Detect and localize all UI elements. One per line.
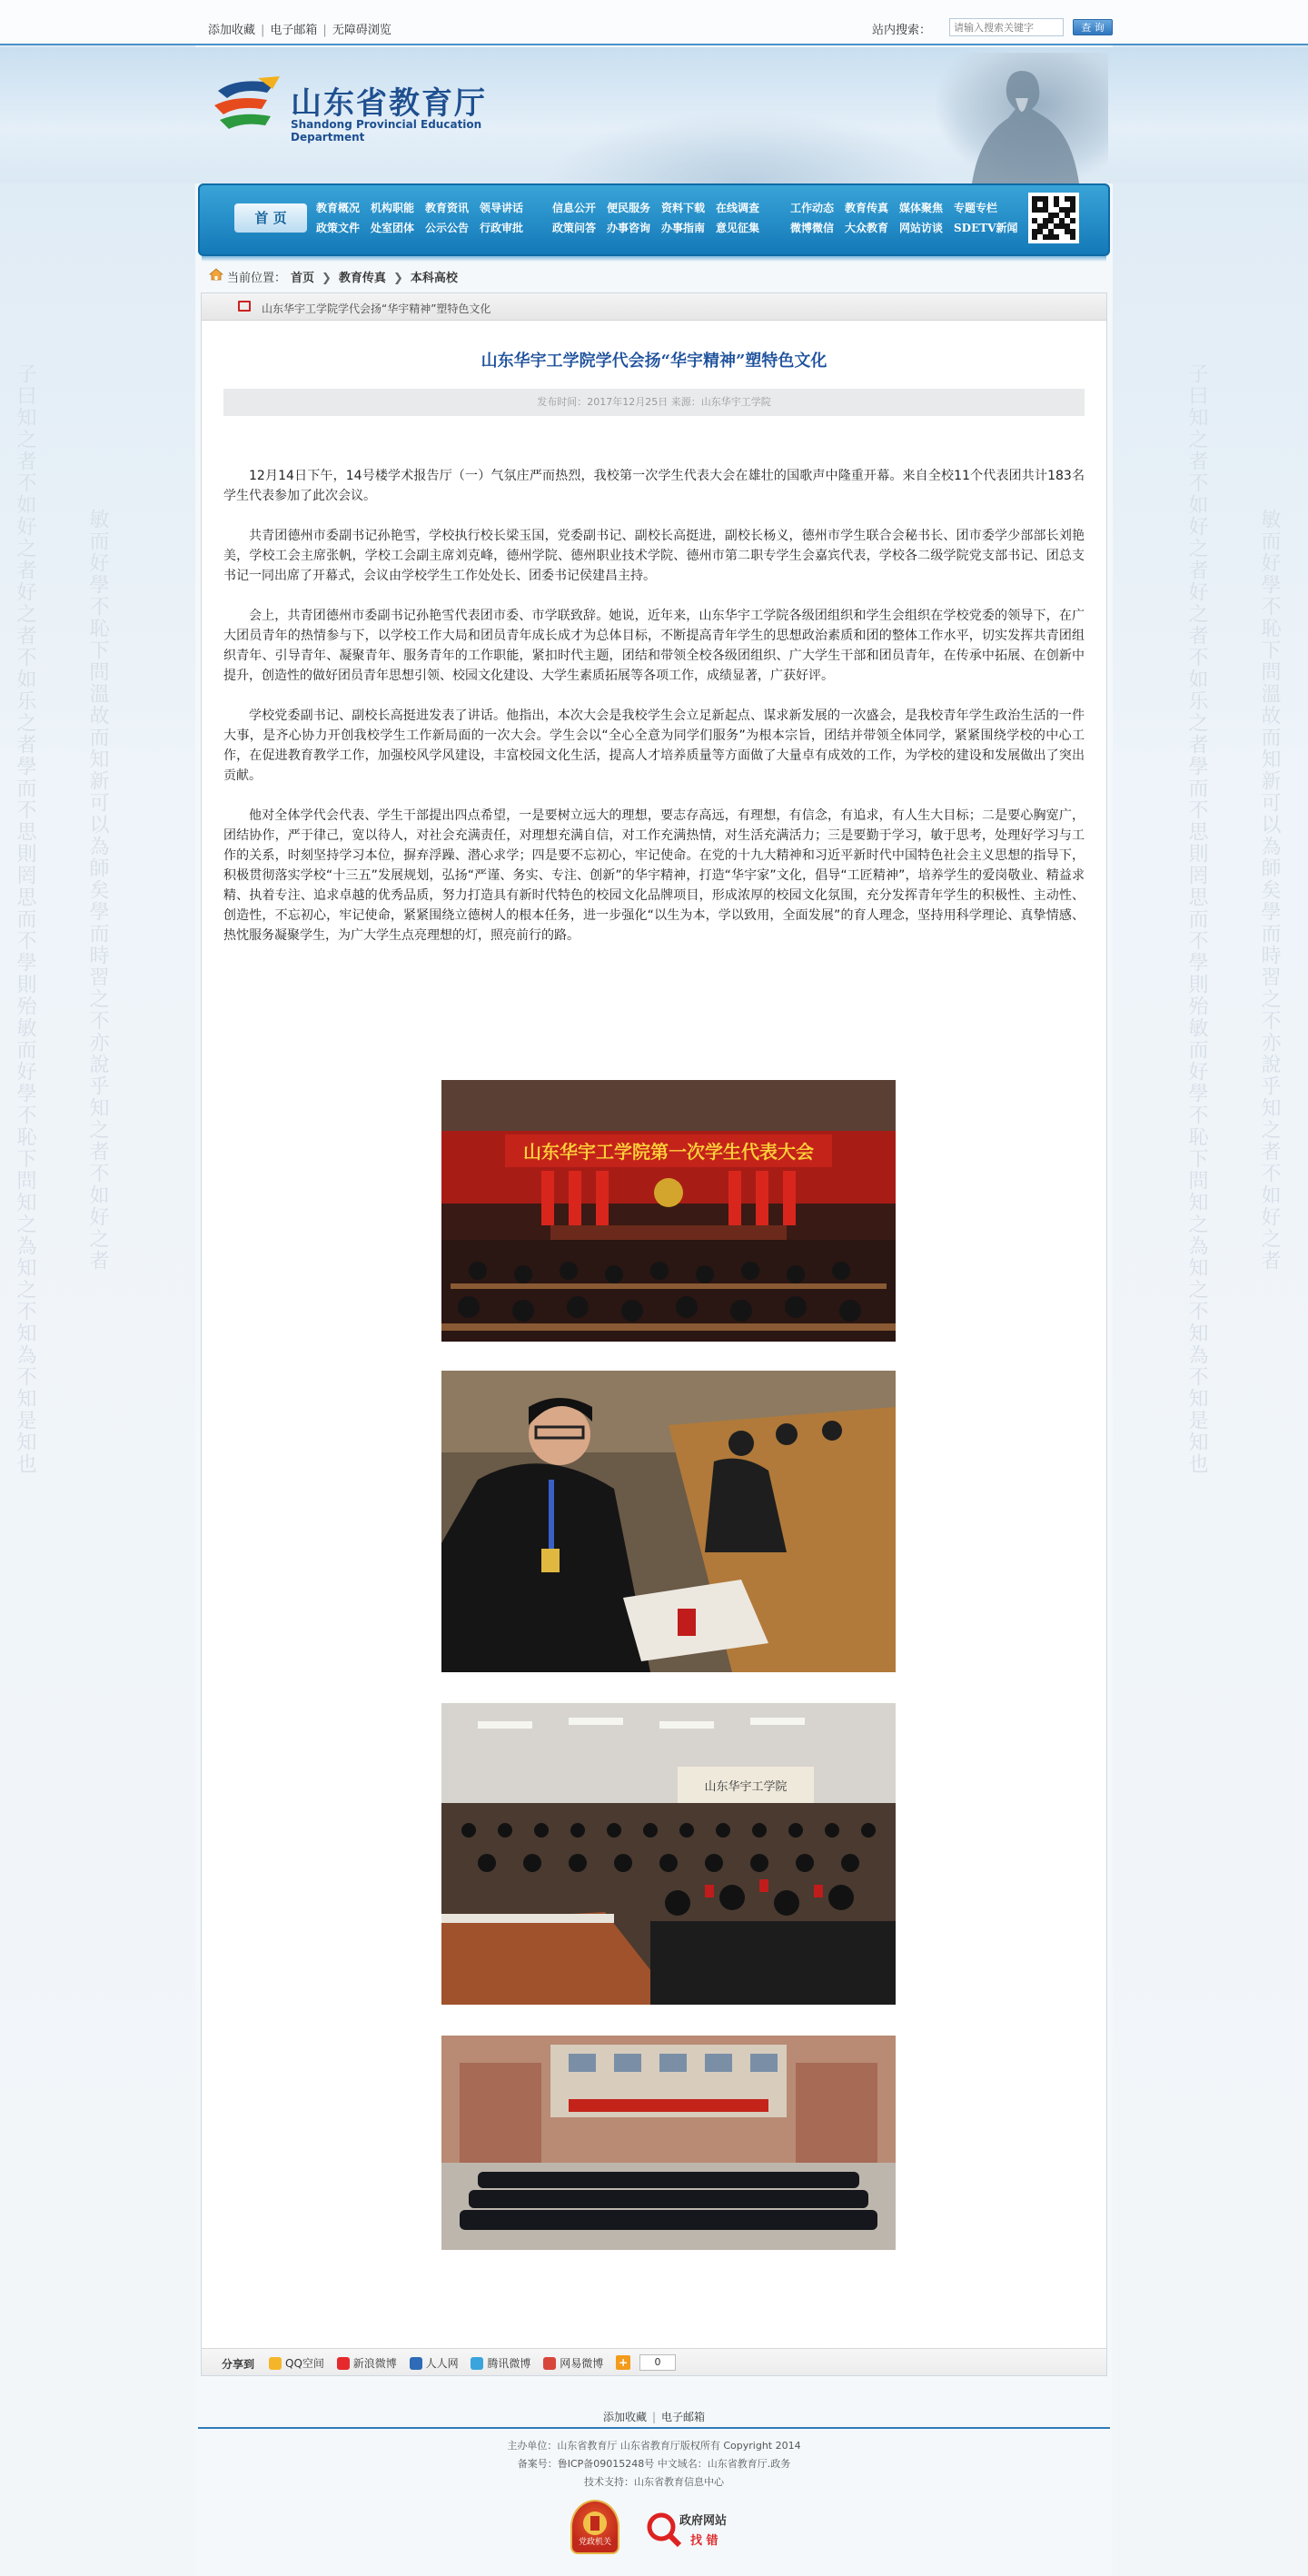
nav-item-overview[interactable]: 教育概况	[316, 202, 361, 214]
article-title: 山东华宇工学院学代会扬“华宇精神”塑特色文化	[481, 352, 827, 371]
sina-weibo-icon	[337, 2357, 350, 2370]
footer-email-link[interactable]: 电子邮箱	[661, 2411, 706, 2423]
nav-item-guide[interactable]: 办事指南	[661, 222, 706, 234]
add-favorite-link[interactable]: 添加收藏	[208, 24, 256, 37]
nav-item-news[interactable]: 教育资讯	[425, 202, 470, 214]
nav-item-downloads[interactable]: 资料下载	[661, 202, 706, 214]
mountain-decoration	[545, 111, 945, 183]
site-footer	[198, 2398, 1110, 2576]
breadcrumb	[207, 263, 1106, 289]
article-paragraph: 会上，共青团德州市委副书记孙艳雪代表团市委、市学联致辞。她说，近年来，山东华宇工学院各级团组织和学生会组织在学校党委的领导下，在广大团员青年的热情参与下，以学校工作大局和团员青年成长成才为总体目标，不断提高青年学生的思想政治素质和团的整体工作水平，切实发挥共青团组织青年、引导青年、凝聚青年、服务青年的工作职能，紧扣时代主题，团结和带领全校各级团组织、广大学生干部和团员青年，在传承中拓展、在创新中提升，创造性的做好团员青年思想引领、校园文化建设、大学生素质拓展等各项工作，成绩显著，广获好评。	[223, 609, 1085, 683]
share-qzone-button[interactable]: QQ空间	[269, 2355, 324, 2371]
nav-item-opinions[interactable]: 意见征集	[716, 222, 760, 234]
article-meta: 发布时间：2017年12月25日 来源：山东华宇工学院	[223, 389, 1085, 416]
main-nav	[198, 183, 1110, 256]
find-error-text: 找 错	[690, 2534, 718, 2548]
footer-add-favorite-link[interactable]: 添加收藏	[602, 2411, 647, 2423]
article-paragraph: 学校党委副书记、副校长高挺进发表了讲话。他指出，本次大会是我校学生会立足新起点、谋求新发展的一次盛会，是我校青年学生政治生活的一件大事，是齐心协力开创我校学生工作新局面的一次大会。学生会以“全心全意为同学们服务”为根本宗旨，团结并带领全体同学，紧紧围绕学校的中心工作，在促进教育教学工作，加强校风学风建设，丰富校园文化生活，提高人才培养质量等方面做了大量卓有成效的工作，为学校的建设和发展做出了突出贡献。	[223, 708, 1085, 783]
gov-site-error-report-badge[interactable]	[643, 2505, 743, 2552]
footer-badges	[570, 2500, 752, 2563]
footer-icp: 备案号：鲁ICP备09015248号 中文域名：山东省教育厅.政务	[517, 2458, 791, 2470]
qr-code-icon	[1028, 193, 1079, 243]
article-paragraph: 共青团德州市委副书记孙艳雪，学校执行校长梁玉国，党委副书记、副校长高挺进，副校长杨义，德州市学生联合会秘书长、团市委学少部部长刘艳美，学校工会主席张帆，学校工会副主席刘克峰，德州学院、德州职业技术学院、德州市第二职专学生会嘉宾代表，学校各二级学院党支部书记、团总支书记一同出席了开幕式，会议由学校学生工作处处长、团委书记侯建昌主持。	[223, 529, 1085, 583]
calligraphy-decoration-right-2: 敏而好學不恥下問溫故而知新可以為師矣學而時習之不亦說乎知之者不如好之者	[1258, 509, 1281, 1272]
nav-item-survey[interactable]: 在线调查	[716, 202, 760, 214]
photo-group	[441, 2036, 896, 2250]
top-links: 添加收藏 | 电子邮箱 | 无障碍浏览	[208, 24, 391, 37]
footer-tech-support: 技术支持：山东省教育信息中心	[584, 2476, 724, 2488]
calligraphy-decoration-left: 子曰知之者不如好之者好之者不如乐之者學而不思則罔思而不學則殆敏而好學不恥下問知之為知之不知為不知是知也	[14, 363, 36, 1475]
nav-item-qa[interactable]: 政策问答	[552, 222, 597, 234]
renren-icon	[410, 2357, 422, 2370]
logo-emblem-icon	[211, 73, 287, 136]
search-label: 站内搜索：	[871, 24, 931, 37]
site-name-en: Shandong Provincial Education Department	[291, 118, 482, 144]
article-tab-title: 山东华宇工学院学代会扬“华宇精神”塑特色文化	[262, 302, 491, 315]
photo-student-signing	[441, 1371, 896, 1672]
nav-item-media[interactable]: 媒体聚焦	[899, 202, 944, 214]
banner-text: 山东华宇工学院第一次学生代表大会	[523, 1141, 814, 1163]
nav-shadow	[202, 256, 1106, 262]
footer-links: 添加收藏 | 电子邮箱	[602, 2411, 706, 2423]
article-body	[223, 466, 1085, 966]
breadcrumb-undergrad-link[interactable]: 本科高校	[410, 272, 458, 285]
nav-item-work-news[interactable]: 工作动态	[790, 202, 835, 214]
share-sina-weibo-button[interactable]: 新浪微博	[337, 2355, 397, 2371]
email-link[interactable]: 电子邮箱	[270, 24, 318, 37]
gov-site-text: 政府网站	[679, 2514, 728, 2528]
nav-item-sdetv[interactable]: SDETV新闻	[954, 222, 1018, 234]
nav-item-disclosure[interactable]: 信息公开	[552, 202, 597, 214]
chevron-right-icon: ❯	[322, 272, 332, 285]
share-label: 分享到	[222, 2358, 255, 2371]
nav-item-approval[interactable]: 行政审批	[480, 222, 524, 234]
nav-item-topics[interactable]: 专题专栏	[954, 202, 998, 214]
share-netease-weibo-button[interactable]: 网易微博	[543, 2355, 603, 2371]
document-icon	[238, 301, 251, 312]
breadcrumb-home-link[interactable]: 首页	[291, 272, 315, 285]
search-input[interactable]	[949, 18, 1064, 36]
nav-item-notices[interactable]: 公示公告	[425, 222, 470, 234]
nav-item-offices[interactable]: 处室团体	[371, 222, 415, 234]
footer-sponsor: 主办单位：山东省教育厅 山东省教育厅版权所有 Copyright 2014	[507, 2440, 801, 2452]
nav-item-speeches[interactable]: 领导讲话	[480, 202, 524, 214]
nav-item-public-edu[interactable]: 大众教育	[845, 222, 889, 234]
site-name-cn: 山东省教育厅	[291, 85, 487, 122]
nav-item-consult[interactable]: 办事咨询	[607, 222, 651, 234]
article-box	[201, 292, 1107, 2376]
article-tab-bar	[202, 293, 1106, 321]
nav-item-weibo[interactable]: 微博微信	[790, 222, 835, 234]
article-paragraph: 他对全体学代会代表、学生干部提出四点希望，一是要树立远大的理想，要志存高远，有理想，有信念，有追求，有人生大目标；二是要心胸宽广，团结协作，严于律己，宽以待人，对社会充满责任，对理想充满自信，对工作充满热情，对生活充满活力；三是要勤于学习，敏于思考，处理好学习与工作的关系，时刻坚持学习本位，摒弃浮躁、潜心求学；四是要不忘初心，牢记使命。在党的十九大精神和习近平新时代中国特色社会主义思想的指导下，积极贯彻落实学校“十三五”发展规划，弘扬“严谨、务实、专注、创新”的华宇精神，打造“华宇家”文化，倡导“工匠精神”，培养学生的爱岗敬业、精益求精、执着专注、追求卓越的优秀品质，努力打造具有新时代特色的校园文化品牌项目，形成浓厚的校园文化氛围，充分发挥青年学生的积极性、主动性、创造性，不忘初心，牢记使命，紧紧围绕立德树人的根本任务，进一步强化“以生为本，学以致用，全面发展”的育人理念，坚持用科学理论、真挚情感、热忱服务凝聚学生，为广大学生点亮理想的灯，照亮前行的路。	[223, 808, 1085, 943]
top-bar	[0, 0, 1308, 45]
calligraphy-decoration-right: 子曰知之者不如好之者好之者不如乐之者學而不思則罔思而不學則殆敏而好學不恥下問知之為知之不知為不知是知也	[1185, 363, 1208, 1475]
search-button[interactable]: 查 询	[1073, 19, 1113, 35]
share-renren-button[interactable]: 人人网	[410, 2355, 459, 2371]
nav-item-services[interactable]: 便民服务	[607, 202, 651, 214]
home-icon	[209, 268, 223, 281]
calligraphy-decoration-left-2: 敏而好學不恥下問溫故而知新可以為師矣學而時習之不亦說乎知之者不如好之者	[86, 509, 109, 1272]
breadcrumb-edu-fax-link[interactable]: 教育传真	[338, 272, 386, 285]
netease-weibo-icon	[543, 2357, 556, 2370]
nav-home-button[interactable]: 首 页	[234, 203, 307, 233]
confucius-statue-image	[936, 53, 1108, 183]
site-header	[0, 47, 1308, 183]
magnifier-icon	[643, 2509, 683, 2549]
chevron-right-icon: ❯	[392, 272, 403, 285]
share-count: 0	[639, 2354, 676, 2371]
share-tencent-weibo-button[interactable]: 腾讯微博	[471, 2355, 530, 2371]
footer-divider	[198, 2427, 1110, 2429]
share-bar	[202, 2348, 1106, 2375]
gov-agency-badge[interactable]	[570, 2500, 619, 2554]
accessibility-link[interactable]: 无障碍浏览	[332, 24, 391, 37]
share-more-button[interactable]: +	[616, 2355, 630, 2370]
gov-agency-badge-text: 党政机关	[578, 2538, 611, 2547]
article-paragraph: 12月14日下午，14号楼学术报告厅（一）气氛庄严而热烈，我校第一次学生代表大会在雄壮的国歌声中隆重开幕。来自全校11个代表团共计183名学生代表参加了此次会议。	[223, 469, 1085, 503]
nav-item-functions[interactable]: 机构职能	[371, 202, 415, 214]
photo-audience-voting	[441, 1703, 896, 2005]
breadcrumb-label: 当前位置：	[227, 272, 287, 285]
nav-item-edu-fax[interactable]: 教育传真	[845, 202, 889, 214]
qzone-icon	[269, 2357, 282, 2370]
nav-item-interviews[interactable]: 网站访谈	[899, 222, 944, 234]
building-sign-text: 山东华宇工学院	[704, 1780, 788, 1794]
photo-conference-hall	[441, 1080, 896, 1342]
tencent-weibo-icon	[471, 2357, 483, 2370]
nav-item-policy[interactable]: 政策文件	[316, 222, 361, 234]
site-logo[interactable]	[211, 73, 538, 144]
